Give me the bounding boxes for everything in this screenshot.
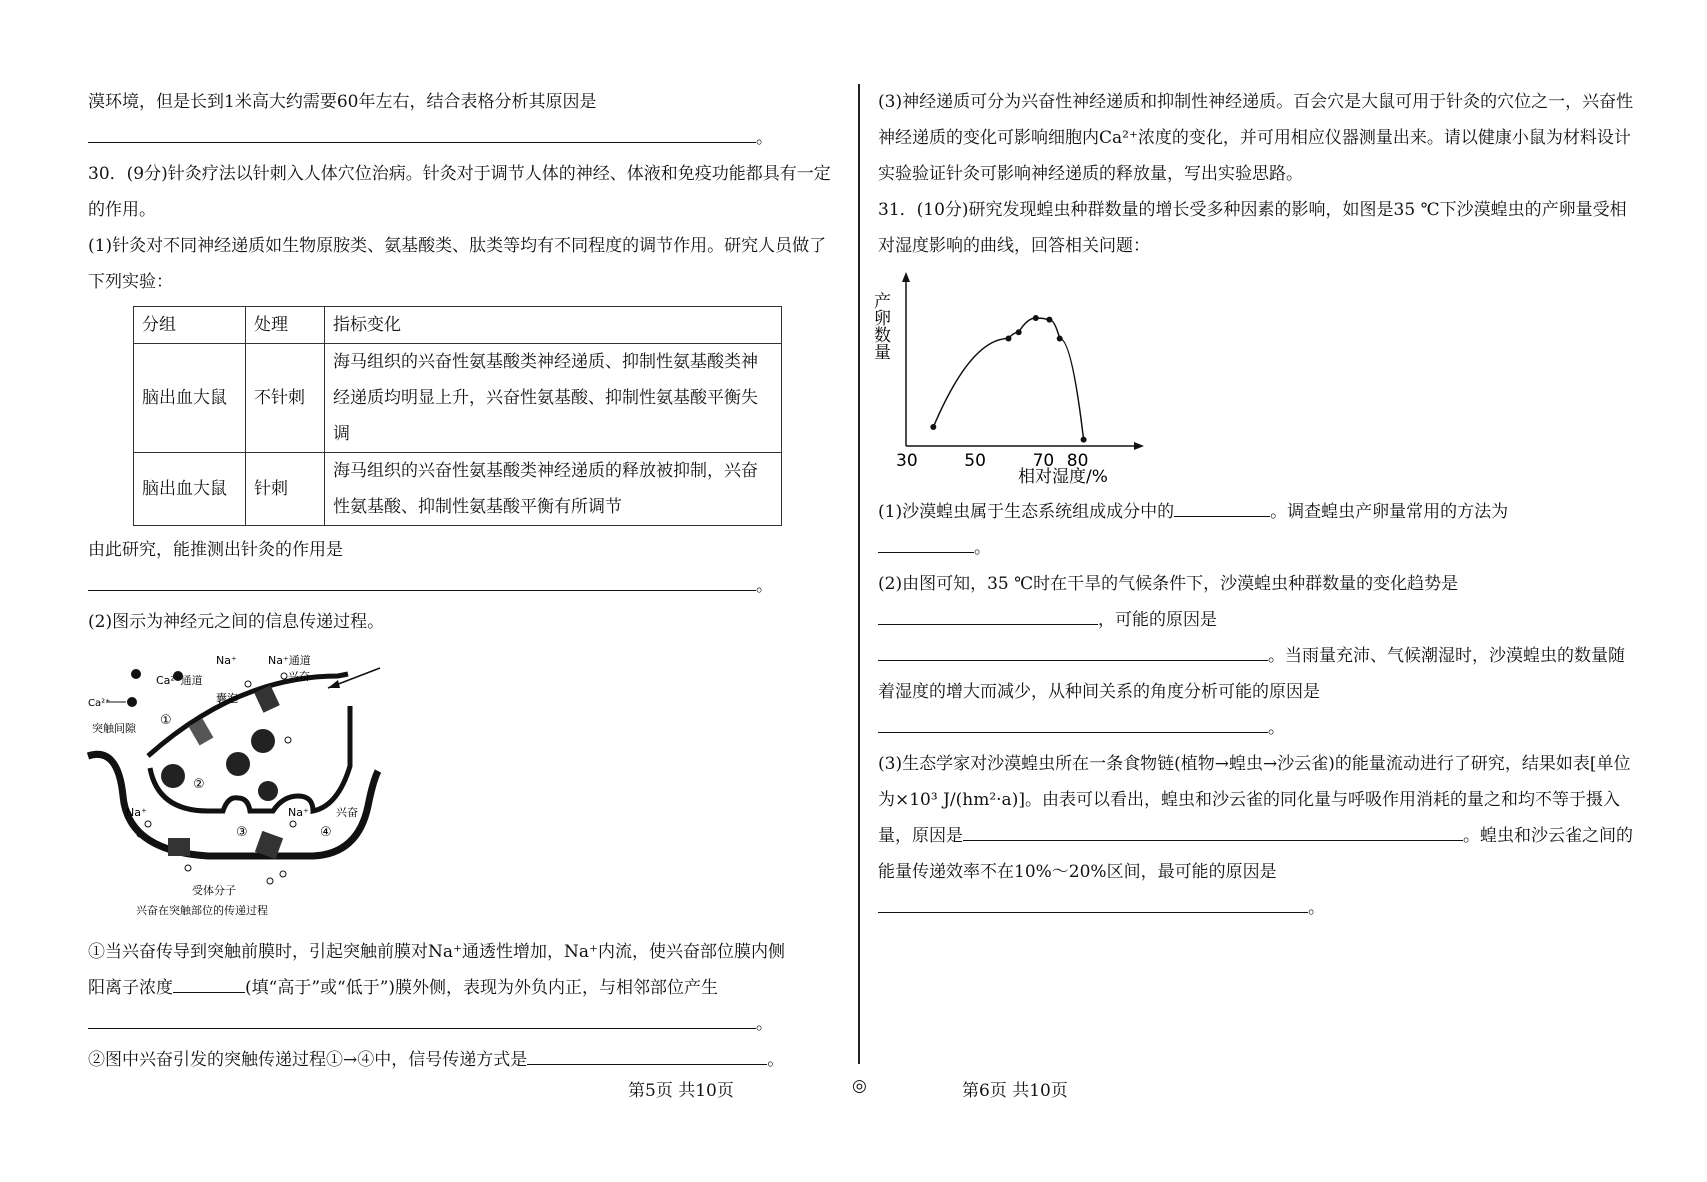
na-ion [280,871,286,877]
ca-ion-dot [127,697,137,707]
table-header-cell: 分组 [134,307,246,344]
excite-right-label: 兴奋 [336,806,358,819]
na-ion [185,865,191,871]
q31-part2-answer-line: 。 [878,710,1638,746]
experiment-table [133,306,782,526]
answer-blank[interactable] [88,1006,756,1029]
table-cell: 脑出血大鼠 [134,344,246,453]
na-ion [281,673,287,679]
q30-part1-tail: 由此研究，能推测出针灸的作用是 [88,540,343,560]
answer-blank[interactable] [878,638,1268,661]
intro-answer-line: 。 [88,120,833,156]
table-row [134,344,782,453]
answer-blank[interactable] [173,970,245,993]
cleft-label: 突触间隙 [92,722,136,735]
receptor-label: 受体分子 [192,884,236,897]
ca-channel-label: Ca²⁺通道 [156,674,203,687]
vesicle-label: 囊泡 [216,692,238,705]
table-header-row [134,307,782,344]
x-tick-label: 70 [1032,451,1055,471]
table-cell: 海马组织的兴奋性氨基酸类神经递质、抑制性氨基酸类神经递质均明显上升，兴奋性氨基酸、抑制性氨基酸平衡失调 [325,344,782,453]
q30-part2a-line2: 阳离子浓度 (填“高于”或“低于”)膜外侧，表现为外负内正，与相邻部位产生 [88,970,833,1006]
data-point [1033,315,1039,321]
q30-part2b: ②图中兴奋引发的突触传递过程①→④中，信号传递方式是 。 [88,1042,833,1078]
answer-blank[interactable] [878,890,1308,913]
column-divider [858,84,860,1064]
q31-part1: (1)沙漠蝗虫属于生态系统组成成分中的 。调查蝗虫产卵量常用的方法为 [878,494,1638,530]
q31-part2-line1: (2)由图可知，35 ℃时在干旱的气候条件下，沙漠蝗虫种群数量的变化趋势是 [878,574,1459,594]
arrowhead [328,680,340,688]
q30-part1-answer-line: 。 [88,568,833,604]
q30-part3: (3)神经递质可分为兴奋性神经递质和抑制性神经递质。百会穴是大鼠可用于针灸的穴位之一，兴奋性神经递质的变化可影响细胞内Ca²⁺浓度的变化，并可用相应仪器测量出来。请以健康小鼠为材料设计实验验证针灸可影响神经递质的释放量，写出实验思路。 [878,92,1634,184]
x-axis-arrow [1134,442,1144,450]
receptor-icon [168,838,190,856]
table-cell: 海马组织的兴奋性氨基酸类神经递质的释放被抑制，兴奋性氨基酸、抑制性氨基酸平衡有所调节 [325,453,782,526]
vesicle [161,764,185,788]
x-axis-label: 相对湿度/% [1018,467,1108,487]
excite-label: 兴奋 [288,670,310,683]
answer-blank[interactable] [878,602,1098,625]
data-point [1081,437,1087,443]
vesicle [226,752,250,776]
ca-label: Ca²⁺ [88,698,111,709]
na-channel-label: Na⁺通道 [268,654,311,667]
vesicle [258,781,278,801]
q30-part2a-answer-line: 。 [88,1006,833,1042]
x-tick-label: 50 [964,451,986,471]
q31-part2-line2: ，可能的原因是 [878,602,1638,638]
intro-line: 漠环境，但是长到1米高大约需要60年左右，结合表格分析其原因是 [88,92,597,112]
footer-center-mark: ◎ [852,1076,867,1096]
step-3-label: ③ [236,825,248,840]
humidity-chart [870,268,1148,488]
na-right-label: Na⁺ [288,806,309,819]
y-axis-label: 产卵数量 [870,292,890,360]
data-point [1057,336,1063,342]
answer-blank[interactable] [88,120,756,143]
table-header-cell: 指标变化 [325,307,782,344]
answer-blank[interactable] [1174,494,1270,517]
na-ion [245,681,251,687]
footer-right-page: 第6页 共10页 [962,1081,1068,1101]
na-ion [285,737,291,743]
na-left-label: Na⁺ [126,806,147,819]
left-column [88,84,833,1078]
data-point [930,424,936,430]
vesicle [251,729,275,753]
answer-blank[interactable] [527,1042,767,1065]
table-cell: 不针刺 [246,344,325,453]
data-point [1016,329,1022,335]
x-tick-label: 80 [1066,451,1089,471]
table-cell: 针刺 [246,453,325,526]
right-column [870,84,1638,926]
step-1-label: ① [160,713,172,728]
step-4-label: ④ [320,825,332,840]
answer-blank[interactable] [88,568,756,591]
footer-left-page: 第5页 共10页 [628,1081,734,1101]
q31-header: 31．(10分)研究发现蝗虫种群数量的增长受多种因素的影响，如图是35 ℃下沙漠蝗虫的产卵量受相对湿度影响的曲线，回答相关问题： [878,200,1627,256]
diagram-caption: 兴奋在突触部位的传递过程 [136,904,268,917]
answer-blank[interactable] [878,530,974,553]
q31-part3: (3)生态学家对沙漠蝗虫所在一条食物链(植物→蝗虫→沙云雀)的能量流动进行了研究，结果如表[单位为×10³ J/(hm²·a)]。由表可以看出，蝗虫和沙云雀的同化量与呼吸作用消耗的量之和均不等于摄入量，原因是 。蝗虫和沙云雀之间的能量传递效率不在10%～20%区间，最可能的原因是 [878,754,1633,882]
na-ion [145,821,151,827]
q30-part2: (2)图示为神经元之间的信息传递过程。 [88,612,385,632]
table-cell: 脑出血大鼠 [134,453,246,526]
data-point [1005,336,1011,342]
ca-ion-dot [131,669,141,679]
na-ion [290,821,296,827]
step-2-label: ② [193,777,205,792]
answer-blank[interactable] [963,818,1463,841]
table-row [134,453,782,526]
vesicle-group [161,729,278,801]
presynaptic-membrane-bottom [150,706,350,811]
q30-part2a-line1: ①当兴奋传导到突触前膜时，引起突触前膜对Na⁺通透性增加，Na⁺内流，使兴奋部位膜内侧 [88,942,785,962]
q30-header: 30．(9分)针灸疗法以针刺入人体穴位治病。针灸对于调节人体的神经、体液和免疫功能都具有一定的作用。 [88,164,831,220]
q31-part2-line3: 。当雨量充沛、气候潮湿时，沙漠蝗虫的数量随着湿度的增大而减少，从种间关系的角度分析可能的原因是 [878,638,1638,710]
synapse-diagram [88,646,388,926]
y-axis-arrow [902,272,910,282]
data-point [1046,317,1052,323]
q30-part1: (1)针灸对不同神经递质如生物原胺类、氨基酸类、肽类等均有不同程度的调节作用。研究人员做了下列实验： [88,236,827,292]
x-tick-label: 30 [896,451,918,471]
table-header-cell: 处理 [246,307,325,344]
na-ion [267,878,273,884]
answer-blank[interactable] [878,710,1268,733]
na-label: Na⁺ [216,654,237,667]
q31-part1-answer-line: 。 [878,530,1638,566]
q31-part3-answer-line: 。 [878,890,1638,926]
